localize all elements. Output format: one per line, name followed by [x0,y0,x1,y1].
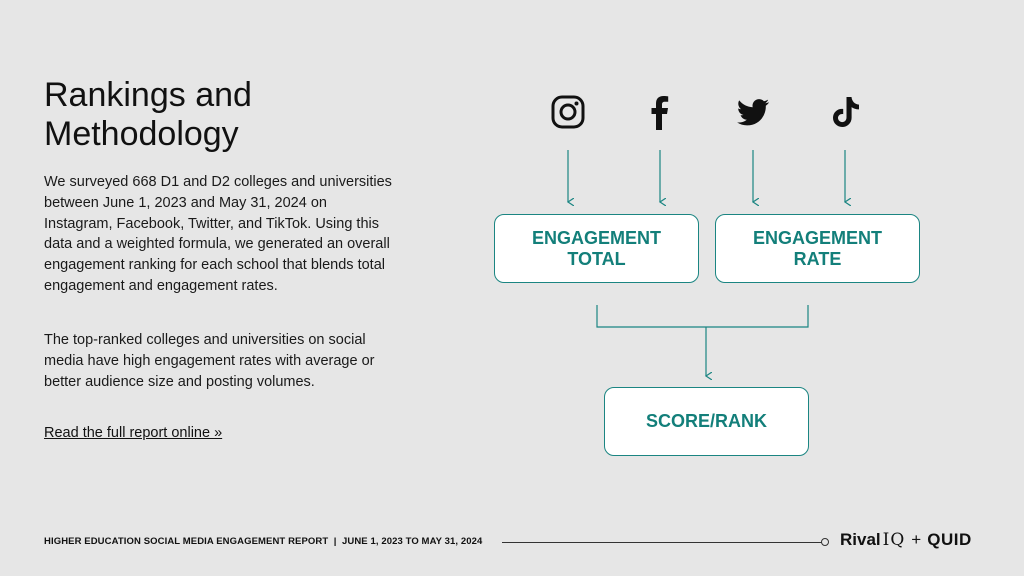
quid-logo: QUID [927,530,972,549]
footer-report-text: HIGHER EDUCATION SOCIAL MEDIA ENGAGEMENT REPORT | JUNE 1, 2023 TO MAY 31, 2024 [44,536,483,547]
engagement-rate-box [715,214,920,283]
facebook-icon [642,94,678,130]
engagement-total-line-1: ENGAGEMENT [531,227,661,248]
instagram-icon [550,94,586,130]
logo-plus-sign: + [911,530,922,549]
footer-divider-dot [821,538,829,546]
title-line-1: Rankings and [44,76,252,114]
footer-divider [502,542,822,543]
rivaliq-logo-rival: Rival [840,530,881,549]
tiktok-icon [827,94,863,130]
read-full-report-link[interactable]: Read the full report online » [44,425,223,441]
engagement-total-box [494,214,699,283]
engagement-total-line-2: TOTAL [567,248,626,269]
footer-logos [840,530,972,550]
merge-bracket [597,305,808,327]
description-paragraph-1: We surveyed 668 D1 and D2 colleges and universities between June 1, 2023 and May 31, 2024 on Instagram, Facebook, Twitter, and TikTok. Using this data and a weighted formula, we generated an overall engagement ranking for each school that blends total engagement and engagement rates. [44,174,392,294]
rivaliq-logo-iq: IQ [882,530,906,550]
score-rank-box [604,387,809,456]
engagement-rate-line-1: ENGAGEMENT [752,227,882,248]
description-paragraph-2: The top-ranked colleges and universities on social media have high engagement rates with average or better audience size and posting volumes. [44,332,375,390]
engagement-rate-line-2: RATE [793,248,842,269]
score-rank-label: SCORE/RANK [645,411,767,431]
twitter-icon [735,94,771,130]
title-line-2: Methodology [44,115,239,153]
